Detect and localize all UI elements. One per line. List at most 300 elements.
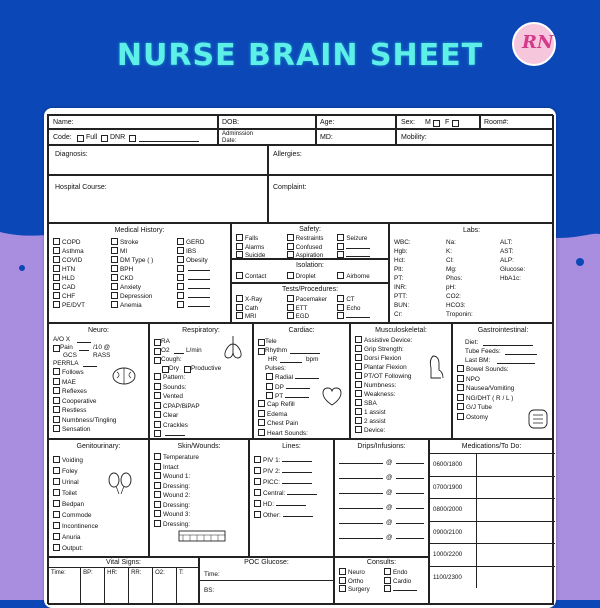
neuro-checkbox[interactable] — [53, 416, 60, 423]
diagnosis-field[interactable]: Diagnosis: — [48, 145, 268, 175]
history-checkbox[interactable] — [177, 301, 184, 308]
skin-checkbox[interactable] — [154, 472, 161, 479]
drip-row[interactable] — [339, 470, 424, 485]
history-item[interactable] — [111, 283, 153, 292]
skin-item[interactable] — [154, 482, 199, 492]
drip-rate-blank[interactable] — [396, 463, 424, 464]
history-item[interactable] — [53, 301, 85, 310]
med-time-row[interactable] — [430, 476, 555, 499]
lines-checkbox[interactable] — [254, 511, 261, 518]
cardsub-blank[interactable] — [295, 378, 319, 379]
tests-checkbox[interactable] — [236, 312, 243, 319]
gi-checkbox[interactable] — [457, 413, 464, 420]
cardsub-checkbox[interactable] — [266, 373, 273, 380]
msk-checkbox[interactable] — [355, 381, 362, 388]
consults-item[interactable] — [384, 568, 429, 577]
other-code-checkbox[interactable] — [129, 135, 136, 142]
consults-checkbox[interactable] — [384, 568, 391, 575]
drip-rate-blank[interactable] — [396, 493, 424, 494]
isolation-item[interactable] — [287, 272, 338, 281]
lab-item[interactable] — [394, 256, 411, 265]
lab-item[interactable] — [446, 256, 473, 265]
history-item[interactable] — [177, 283, 210, 292]
med-time-row[interactable] — [430, 543, 555, 566]
history-checkbox[interactable] — [53, 283, 60, 290]
history-blank[interactable] — [188, 306, 210, 307]
history-item[interactable] — [177, 292, 210, 301]
lines-blank[interactable] — [282, 483, 312, 484]
card-item[interactable] — [258, 429, 308, 439]
sex-field[interactable]: Sex: M F — [396, 115, 480, 129]
tests-item[interactable] — [287, 295, 338, 304]
cardsub-blank[interactable] — [286, 388, 310, 389]
safety-checkbox[interactable] — [287, 251, 294, 258]
gu-item[interactable] — [53, 510, 98, 521]
lab-item[interactable] — [500, 238, 525, 247]
history-item[interactable] — [177, 247, 210, 256]
lines-checkbox[interactable] — [254, 478, 261, 485]
history-item[interactable] — [53, 247, 85, 256]
name-field[interactable]: Name: — [48, 115, 218, 129]
msk-item[interactable] — [355, 363, 412, 372]
safety-item[interactable] — [337, 234, 388, 243]
card-checkbox[interactable] — [258, 419, 265, 426]
resp-item[interactable] — [154, 402, 200, 412]
history-checkbox[interactable] — [111, 238, 118, 245]
history-item[interactable] — [53, 256, 85, 265]
cardsub-checkbox[interactable] — [266, 392, 273, 399]
lines-checkbox[interactable] — [254, 489, 261, 496]
history-item[interactable] — [53, 274, 85, 283]
safety-checkbox[interactable] — [337, 251, 344, 258]
msk-item[interactable] — [355, 417, 412, 426]
gu-checkbox[interactable] — [53, 511, 60, 518]
msk-item[interactable] — [355, 372, 412, 381]
safety-blank[interactable] — [346, 256, 370, 257]
history-checkbox[interactable] — [53, 301, 60, 308]
lines-blank[interactable] — [287, 494, 317, 495]
history-item[interactable] — [111, 247, 153, 256]
consults-item[interactable] — [384, 577, 429, 586]
neuro-checkbox[interactable] — [53, 406, 60, 413]
lines-item[interactable] — [254, 510, 317, 521]
history-item[interactable] — [177, 301, 210, 310]
safety-checkbox[interactable] — [337, 234, 344, 241]
tests-item[interactable] — [236, 312, 287, 321]
sex-f-checkbox[interactable] — [452, 120, 459, 127]
lab-item[interactable] — [394, 301, 411, 310]
skin-checkbox[interactable] — [154, 501, 161, 508]
msk-checkbox[interactable] — [355, 336, 362, 343]
history-checkbox[interactable] — [111, 247, 118, 254]
resp-item[interactable] — [154, 373, 200, 383]
gu-checkbox[interactable] — [53, 533, 60, 540]
lines-item[interactable] — [254, 455, 317, 466]
resp-checkbox[interactable] — [154, 383, 161, 390]
lines-blank[interactable] — [282, 461, 312, 462]
history-checkbox[interactable] — [177, 256, 184, 263]
history-checkbox[interactable] — [53, 292, 60, 299]
safety-checkbox[interactable] — [287, 243, 294, 250]
med-time-row[interactable] — [430, 453, 555, 476]
card-item[interactable] — [258, 419, 308, 429]
safety-checkbox[interactable] — [236, 234, 243, 241]
consults-item[interactable] — [384, 585, 429, 594]
neuro-checkbox[interactable] — [53, 387, 60, 394]
cardsub-checkbox[interactable] — [266, 383, 273, 390]
neuro-item[interactable] — [53, 425, 116, 435]
msk-checkbox[interactable] — [355, 417, 362, 424]
med-time-row[interactable] — [430, 521, 555, 544]
history-item[interactable] — [177, 238, 210, 247]
gu-item[interactable] — [53, 532, 98, 543]
gu-item[interactable] — [53, 543, 98, 554]
tests-blank[interactable] — [346, 317, 370, 318]
gi-item[interactable] — [457, 394, 514, 404]
tests-item[interactable] — [287, 304, 338, 313]
tests-item[interactable] — [236, 295, 287, 304]
isolation-checkbox[interactable] — [337, 272, 344, 279]
drip-row[interactable] — [339, 455, 424, 470]
safety-checkbox[interactable] — [236, 251, 243, 258]
consults-item[interactable] — [339, 568, 384, 577]
tests-item[interactable] — [337, 304, 388, 313]
safety-blank[interactable] — [346, 248, 370, 249]
history-checkbox[interactable] — [177, 283, 184, 290]
msk-item[interactable] — [355, 408, 412, 417]
history-item[interactable] — [111, 256, 153, 265]
history-item[interactable] — [177, 274, 210, 283]
skin-checkbox[interactable] — [154, 453, 161, 460]
admission-date-field[interactable]: Adminssion Date: — [218, 129, 316, 145]
history-checkbox[interactable] — [111, 301, 118, 308]
msk-item[interactable] — [355, 399, 412, 408]
msk-checkbox[interactable] — [355, 372, 362, 379]
gu-checkbox[interactable] — [53, 467, 60, 474]
lab-item[interactable] — [446, 274, 473, 283]
drip-rate-blank[interactable] — [396, 478, 424, 479]
neuro-item[interactable] — [53, 368, 116, 378]
drip-name-blank[interactable] — [339, 478, 383, 479]
lab-item[interactable] — [394, 310, 411, 319]
consults-item[interactable] — [339, 585, 384, 594]
consults-checkbox[interactable] — [339, 577, 346, 584]
tests-item[interactable] — [236, 304, 287, 313]
gu-checkbox[interactable] — [53, 489, 60, 496]
lines-blank[interactable] — [276, 505, 306, 506]
allergies-field[interactable]: Allergies: — [268, 145, 554, 175]
history-item[interactable] — [111, 292, 153, 301]
gi-checkbox[interactable] — [457, 394, 464, 401]
skin-checkbox[interactable] — [154, 510, 161, 517]
lab-item[interactable] — [394, 247, 411, 256]
consults-item[interactable] — [339, 577, 384, 586]
history-item[interactable] — [53, 283, 85, 292]
resp-checkbox[interactable] — [154, 430, 161, 437]
gi-checkbox[interactable] — [457, 375, 464, 382]
history-item[interactable] — [111, 265, 153, 274]
history-checkbox[interactable] — [111, 265, 118, 272]
safety-item[interactable] — [236, 234, 287, 243]
drip-name-blank[interactable] — [339, 463, 383, 464]
msk-item[interactable] — [355, 345, 412, 354]
msk-item[interactable] — [355, 381, 412, 390]
consults-checkbox[interactable] — [339, 585, 346, 592]
lines-checkbox[interactable] — [254, 500, 261, 507]
safety-checkbox[interactable] — [236, 243, 243, 250]
lab-item[interactable] — [446, 265, 473, 274]
drip-name-blank[interactable] — [339, 538, 383, 539]
tests-checkbox[interactable] — [287, 312, 294, 319]
lab-item[interactable] — [446, 301, 473, 310]
lab-item[interactable] — [446, 247, 473, 256]
cardsub-item[interactable] — [266, 373, 319, 383]
skin-item[interactable] — [154, 520, 199, 530]
msk-checkbox[interactable] — [355, 363, 362, 370]
safety-item[interactable] — [236, 243, 287, 252]
history-checkbox[interactable] — [53, 247, 60, 254]
history-checkbox[interactable] — [111, 292, 118, 299]
history-checkbox[interactable] — [177, 292, 184, 299]
skin-checkbox[interactable] — [154, 491, 161, 498]
history-item[interactable] — [53, 265, 85, 274]
tests-item[interactable] — [337, 312, 388, 321]
msk-checkbox[interactable] — [355, 399, 362, 406]
safety-checkbox[interactable] — [337, 243, 344, 250]
hospital-course-field[interactable]: Hospital Course: — [48, 175, 268, 223]
gi-checkbox[interactable] — [457, 365, 464, 372]
skin-item[interactable] — [154, 510, 199, 520]
card-item[interactable] — [258, 400, 308, 410]
neuro-item[interactable] — [53, 406, 116, 416]
tests-checkbox[interactable] — [337, 295, 344, 302]
msk-checkbox[interactable] — [355, 390, 362, 397]
card-checkbox[interactable] — [258, 400, 265, 407]
med-time-row[interactable] — [430, 566, 555, 589]
lines-item[interactable] — [254, 477, 317, 488]
gu-checkbox[interactable] — [53, 478, 60, 485]
mobility-field[interactable]: Mobility: — [396, 129, 554, 145]
drip-row[interactable] — [339, 530, 424, 545]
lab-item[interactable] — [500, 274, 525, 283]
drip-rate-blank[interactable] — [396, 508, 424, 509]
tests-checkbox[interactable] — [287, 304, 294, 311]
drip-row[interactable] — [339, 515, 424, 530]
history-blank[interactable] — [188, 297, 210, 298]
resp-item[interactable] — [154, 383, 200, 393]
history-checkbox[interactable] — [53, 256, 60, 263]
resp-checkbox[interactable] — [154, 392, 161, 399]
neuro-checkbox[interactable] — [53, 368, 60, 375]
gu-item[interactable] — [53, 466, 98, 477]
drip-rate-blank[interactable] — [396, 523, 424, 524]
skin-item[interactable] — [154, 463, 199, 473]
skin-item[interactable] — [154, 472, 199, 482]
history-checkbox[interactable] — [177, 265, 184, 272]
gi-item[interactable] — [457, 375, 514, 385]
tests-item[interactable] — [337, 295, 388, 304]
lab-item[interactable] — [446, 310, 473, 319]
isolation-item[interactable] — [236, 272, 287, 281]
lab-item[interactable] — [394, 274, 411, 283]
skin-item[interactable] — [154, 491, 199, 501]
tests-checkbox[interactable] — [236, 304, 243, 311]
gu-checkbox[interactable] — [53, 500, 60, 507]
lab-item[interactable] — [394, 292, 411, 301]
skin-checkbox[interactable] — [154, 463, 161, 470]
resp-checkbox[interactable] — [154, 421, 161, 428]
skin-item[interactable] — [154, 501, 199, 511]
drip-name-blank[interactable] — [339, 508, 383, 509]
history-blank[interactable] — [188, 279, 210, 280]
card-checkbox[interactable] — [258, 410, 265, 417]
lab-item[interactable] — [446, 292, 473, 301]
consults-checkbox[interactable] — [384, 577, 391, 584]
msk-checkbox[interactable] — [355, 408, 362, 415]
history-checkbox[interactable] — [111, 283, 118, 290]
safety-checkbox[interactable] — [287, 234, 294, 241]
history-checkbox[interactable] — [177, 274, 184, 281]
gu-item[interactable] — [53, 521, 98, 532]
history-checkbox[interactable] — [177, 238, 184, 245]
resp-item[interactable] — [154, 411, 200, 421]
tests-checkbox[interactable] — [287, 295, 294, 302]
gi-item[interactable] — [457, 365, 514, 375]
neuro-item[interactable] — [53, 416, 116, 426]
neuro-checkbox[interactable] — [53, 397, 60, 404]
neuro-checkbox[interactable] — [53, 378, 60, 385]
gu-item[interactable] — [53, 488, 98, 499]
consults-blank[interactable] — [393, 590, 417, 591]
lines-item[interactable] — [254, 488, 317, 499]
gi-item[interactable] — [457, 413, 514, 423]
drip-name-blank[interactable] — [339, 523, 383, 524]
gu-checkbox[interactable] — [53, 544, 60, 551]
history-item[interactable] — [111, 274, 153, 283]
msk-item[interactable] — [355, 354, 412, 363]
lab-item[interactable] — [394, 238, 411, 247]
neuro-item[interactable] — [53, 378, 116, 388]
resp-checkbox[interactable] — [154, 373, 161, 380]
gu-checkbox[interactable] — [53, 522, 60, 529]
gu-item[interactable] — [53, 477, 98, 488]
tests-checkbox[interactable] — [337, 304, 344, 311]
cardsub-item[interactable] — [266, 383, 319, 393]
history-item[interactable] — [177, 265, 210, 274]
sex-m-checkbox[interactable] — [433, 120, 440, 127]
resp-checkbox[interactable] — [154, 402, 161, 409]
msk-item[interactable] — [355, 426, 412, 435]
msk-item[interactable] — [355, 336, 412, 345]
md-field[interactable]: MD: — [316, 129, 396, 145]
lines-checkbox[interactable] — [254, 467, 261, 474]
msk-checkbox[interactable] — [355, 354, 362, 361]
msk-checkbox[interactable] — [355, 345, 362, 352]
lines-item[interactable] — [254, 499, 317, 510]
code-field[interactable]: Code: Full DNR — [48, 129, 218, 145]
drip-row[interactable] — [339, 485, 424, 500]
gu-checkbox[interactable] — [53, 456, 60, 463]
history-checkbox[interactable] — [53, 238, 60, 245]
safety-item[interactable] — [337, 243, 388, 252]
tests-checkbox[interactable] — [236, 295, 243, 302]
gu-item[interactable] — [53, 455, 98, 466]
neuro-checkbox[interactable] — [53, 425, 60, 432]
gi-item[interactable] — [457, 384, 514, 394]
history-blank[interactable] — [188, 270, 210, 271]
lab-item[interactable] — [500, 247, 525, 256]
history-item[interactable] — [111, 301, 153, 310]
room-field[interactable]: Room#: — [480, 115, 554, 129]
history-item[interactable] — [53, 238, 85, 247]
lab-item[interactable] — [394, 283, 411, 292]
history-checkbox[interactable] — [111, 256, 118, 263]
isolation-item[interactable] — [337, 272, 388, 281]
dob-field[interactable]: DOB: — [218, 115, 316, 129]
lines-item[interactable] — [254, 466, 317, 477]
card-checkbox[interactable] — [258, 429, 265, 436]
tests-checkbox[interactable] — [337, 312, 344, 319]
history-item[interactable] — [53, 292, 85, 301]
dnr-checkbox[interactable] — [101, 135, 108, 142]
msk-item[interactable] — [355, 390, 412, 399]
neuro-item[interactable] — [53, 397, 116, 407]
complaint-field[interactable]: Complaint: — [268, 175, 554, 223]
cardsub-blank[interactable] — [285, 397, 309, 398]
history-checkbox[interactable] — [53, 274, 60, 281]
lab-item[interactable] — [394, 265, 411, 274]
gu-item[interactable] — [53, 499, 98, 510]
tests-item[interactable] — [287, 312, 338, 321]
msk-checkbox[interactable] — [355, 426, 362, 433]
history-checkbox[interactable] — [111, 274, 118, 281]
resp-item[interactable] — [154, 421, 200, 431]
safety-item[interactable] — [287, 234, 338, 243]
gi-checkbox[interactable] — [457, 403, 464, 410]
gi-checkbox[interactable] — [457, 384, 464, 391]
neuro-item[interactable] — [53, 387, 116, 397]
history-blank[interactable] — [188, 288, 210, 289]
history-checkbox[interactable] — [53, 265, 60, 272]
age-field[interactable]: Age: — [316, 115, 396, 129]
history-checkbox[interactable] — [177, 247, 184, 254]
isolation-checkbox[interactable] — [236, 272, 243, 279]
isolation-checkbox[interactable] — [287, 272, 294, 279]
safety-item[interactable] — [287, 243, 338, 252]
drip-name-blank[interactable] — [339, 493, 383, 494]
card-item[interactable] — [258, 410, 308, 420]
skin-checkbox[interactable] — [154, 520, 161, 527]
resp-blank[interactable] — [165, 435, 185, 436]
skin-item[interactable] — [154, 453, 199, 463]
med-time-row[interactable] — [430, 498, 555, 521]
lab-item[interactable] — [446, 283, 473, 292]
lines-blank[interactable] — [283, 516, 313, 517]
full-code-checkbox[interactable] — [77, 135, 84, 142]
history-item[interactable] — [111, 238, 153, 247]
drip-row[interactable] — [339, 500, 424, 515]
drip-rate-blank[interactable] — [396, 538, 424, 539]
history-item[interactable] — [177, 256, 210, 265]
resp-item[interactable] — [154, 392, 200, 402]
skin-checkbox[interactable] — [154, 482, 161, 489]
lab-item[interactable] — [500, 265, 525, 274]
consults-checkbox[interactable] — [384, 585, 391, 592]
lines-blank[interactable] — [282, 472, 312, 473]
gi-item[interactable] — [457, 403, 514, 413]
consults-checkbox[interactable] — [339, 568, 346, 575]
lab-item[interactable] — [446, 238, 473, 247]
